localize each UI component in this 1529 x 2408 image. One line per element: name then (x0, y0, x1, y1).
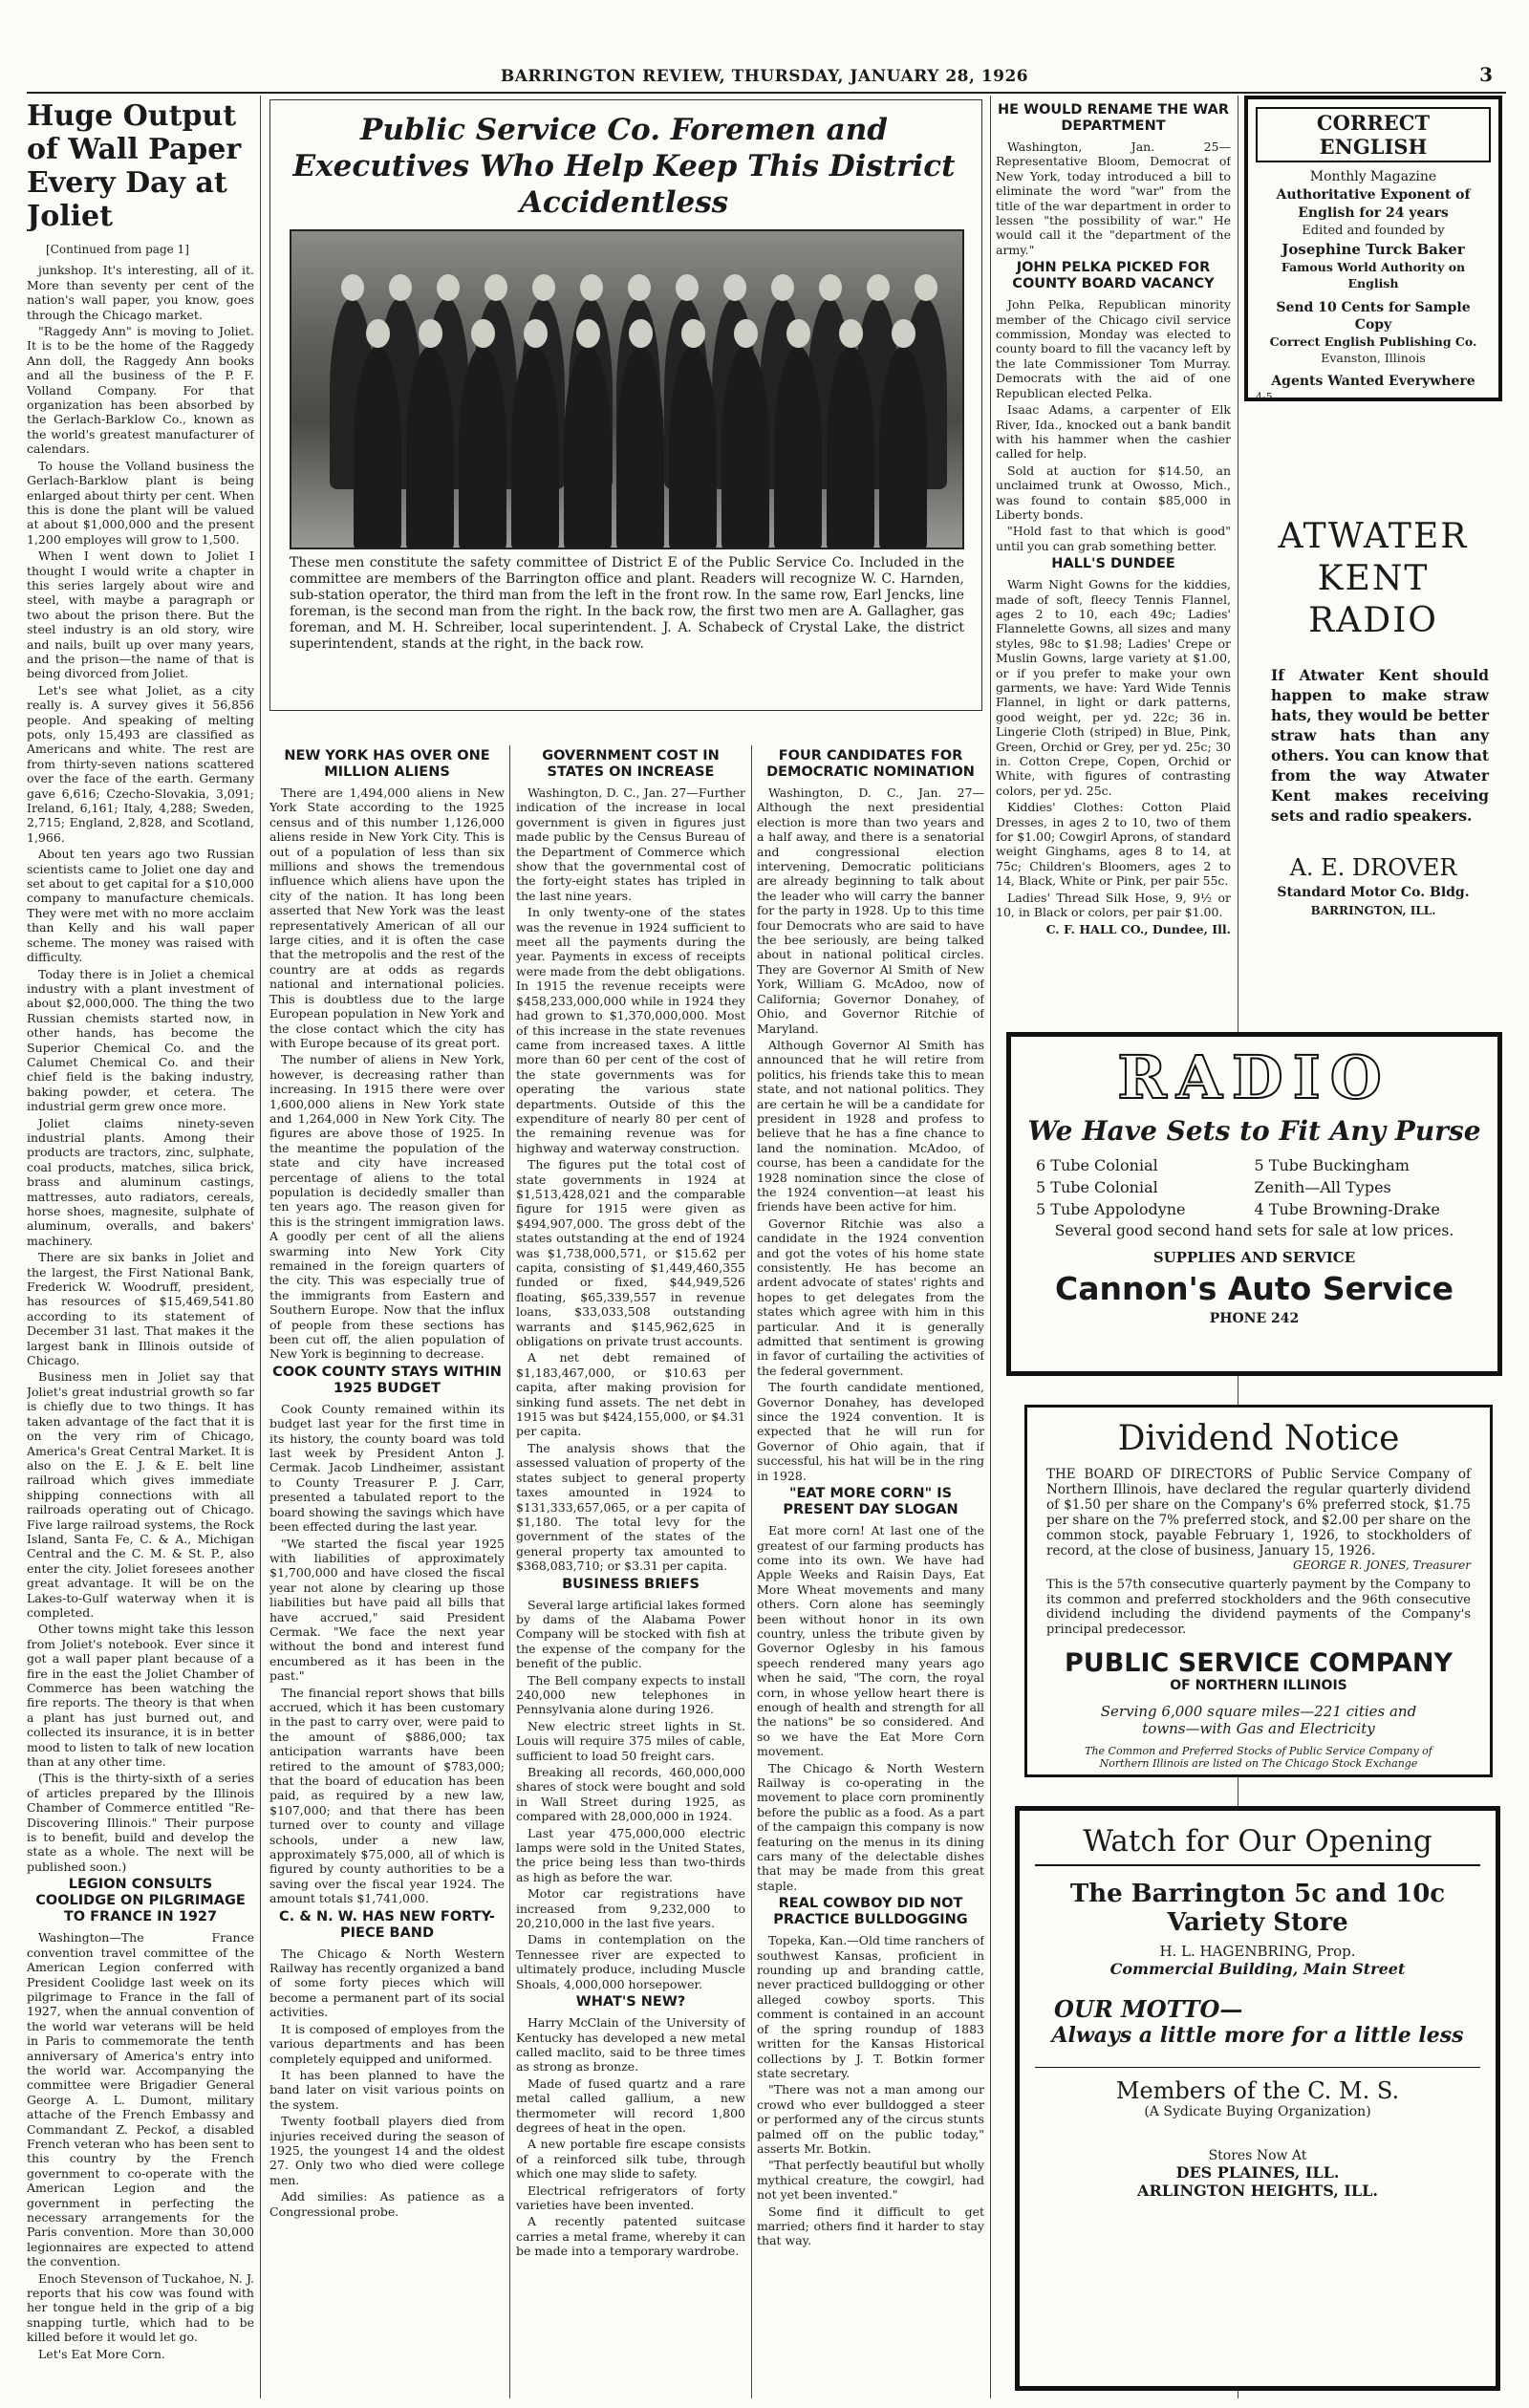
article-whats-new (516, 2015, 745, 2259)
ad-english-line: Famous World Authority on English (1281, 260, 1466, 290)
paragraph: Topeka, Kan.—Old time ranchers of southwest Kansas, proficient in rounding up and branding cattle, never practiced bulldogging or other alleged cowboy sports. This comment is contained in an account of the spring roundup of 1883 written for the Kansas Historical collections by J. T. Botkin former state secretary. (757, 1933, 984, 2080)
paragraph: Electrical refrigerators of forty varieties have been invented. (516, 2182, 745, 2212)
paragraph: Several large artificial lakes formed by dams of the Alabama Power Company will be stocked with fish at the expense of the company for the benefit of the public. (516, 1597, 745, 1671)
paragraph: The Chicago & North Western Railway is co-operating in the movement to place corn prominently before the public as a food. As a part of the campaign this company is now featuring on the menus in its dining cars many of the delectable dishes that may be made from this great staple. (757, 1760, 984, 1893)
store-name-2: Variety Store (1167, 1908, 1348, 1937)
photo-face (437, 274, 460, 301)
paragraph: Washington, D. C., Jan. 27—Although the next presidential election is more than two years and a half away, and there is a senatorial and congressional election intervening, Democratic politicians are already beginning to talk about the leader who will carry the banner for the party in 1928. Up to this time four Democrats who are said to have the bee seriously, are being talked about in national political circles. They are Governor Al Smith of New York, William G. McAdoo, now of California; Governor Donahey, of Ohio, and Governor Ritchie of Maryland. (757, 785, 984, 1036)
ad-english-line: Send 10 Cents for Sample Copy (1276, 300, 1471, 333)
paragraph: The financial report shows that bills accrued, which it has been customary in the past to carry over, were paid to the amount of $886,000; tax anticipation warrants have been retired to the amount of $783,000; that the board of education has been paid, as required by a new law, $107,000; and that there has been turned over to county and village schools, under a new law, approximately $75,000, all of which is figured by county authorities to be a saving over the fiscal year 1924. The amount totals $1,741,000. (269, 1685, 505, 1906)
paragraph: "We started the fiscal year 1925 with liabilities of approximately $1,700,000 and have closed the fiscal year not alone by clearing up those liabilities but have paid all bills that have accrued," said President Cermak. "We face the next year without the bond and interest fund encumbered as it has been in the past." (269, 1536, 505, 1684)
paragraph: Governor Ritchie was also a candidate in the 1924 convention and got the votes of his home state consistently. He has become an ardent advocate of states' rights and hopes to get delegates from the states which agree with him in this particular. And it is generally admitted that sentiment is growing in favor of curtailing the activities of the federal government. (757, 1215, 984, 1378)
photo-figure (879, 346, 927, 549)
photo-face (681, 319, 705, 348)
photo-face (723, 274, 746, 301)
paragraph: New electric street lights in St. Louis will require 375 miles of cable, sufficient to load 50 freight cars. (516, 1718, 745, 1763)
paragraph: Some find it difficult to get married; others find it harder to stay that way. (757, 2204, 984, 2248)
radio-set-item: 4 Tube Browning-Drake (1254, 1200, 1440, 1218)
headline-band: C. & N. W. HAS NEW FORTY-PIECE BAND (279, 1908, 495, 1941)
article-cowboy (757, 1933, 984, 2248)
article-wallpaper (27, 263, 254, 1874)
radio-set-item: 5 Tube Appolodyne (1036, 1200, 1186, 1218)
paragraph: Dams in contemplation on the Tennessee river are expected to ultimately produce, including Muscle Shoals, 4,000,000 horsepower. (516, 1932, 745, 1991)
paragraph: Joliet claims ninety-seven industrial plants. Among their products are tractors, zinc, sulphate, coal products, matches, silica brick, brass and aluminum castings, mattresses, auto radiators, cereals, horse shoes, magnesite, sulphate of aluminum, overalls, and bakers' machinery. (27, 1115, 254, 1248)
paragraph: There are 1,494,000 aliens in New York State according to the 1925 census and of this number 1,126,000 aliens reside in New York City. This is out of a population of less than six millions and shows the tremendous influence which aliens have upon the city of the nation. It has long been asserted that New York was the least representatively American of all our large cities, and it is often the case that the metropolis and the rest of the country are at odds as regards national and international policies. This is doubtless due to the large European population in New York and the close contact which the city has with Europe because of its great port. (269, 785, 505, 1050)
ad-atwater-city: BARRINGTON, ILL. (1310, 904, 1436, 917)
photo-face (915, 274, 937, 301)
paragraph: A new portable fire escape consists of a reinforced silk tube, through which one may slide to safety. (516, 2137, 745, 2182)
dividend-company: PUBLIC SERVICE COMPANY (1064, 1648, 1454, 1678)
photo-face (771, 274, 794, 301)
paragraph: A net debt remained of $1,183,467,000, or $10.63 per capita, after making provision for sinking fund assets. The net debt in 1915 was but $424,155,000, or $4.31 per capita. (516, 1350, 745, 1439)
dividend-signer: GEORGE R. JONES, Treasurer (1293, 1559, 1471, 1572)
ad-english-code: 4-5 (1256, 391, 1273, 403)
ad-english-line: Evanston, Illinois (1321, 351, 1426, 365)
paragraph: Breaking all records, 460,000,000 shares of stock were bought and sold in Wall Street during 1925, as compared with 28,000,000 in 1924. (516, 1765, 745, 1824)
photo-face (389, 274, 412, 301)
headline-cook-county: COOK COUNTY STAYS WITHIN 1925 BUDGET (272, 1364, 502, 1396)
article-band (269, 1946, 505, 2219)
headline-halls-dundee: HALL'S DUNDEE (1051, 556, 1175, 572)
paragraph: (This is the thirty-sixth of a series of articles prepared by the Illinois Chamber of Commerce entitled "Re-Discovering Illinois." Their purpose is to benefit, build and develop the state as a whole. The next will be published soon.) (27, 1771, 254, 1874)
photo-figure (511, 346, 559, 549)
paragraph: The Chicago & North Western Railway has recently organized a band of some forty pieces which will become a permanent part of its social activities. (269, 1946, 505, 2020)
ad-english-line: Monthly Magazine (1309, 169, 1437, 184)
photo-face (839, 319, 863, 348)
ad-dividend-notice (1024, 1405, 1493, 1777)
halls-text-3: Ladies' Thread Silk Hose, 9, 9½ or 10, in Black or colors, per pair $1.00. (996, 890, 1231, 920)
article-war-department: Washington, Jan. 25—Representative Bloom, Democrat of New York, today introduced a bill to eliminate the word "war" from the title of the war department in order to lessen "the possibility of war." He would call it the "department of the army." (996, 140, 1231, 257)
dividend-body-2: This is the 57th consecutive quarterly payment by the Company to its common and preferred stockholders and the 96th consecutive dividend including the dividend payments of the Company's principal predecessor. (1046, 1578, 1471, 1637)
radio-set-item: 5 Tube Buckingham (1254, 1156, 1410, 1174)
article-government-cost (516, 785, 745, 1574)
radio-set-item: 6 Tube Colonial (1036, 1156, 1158, 1174)
article-cook-county (269, 1402, 505, 1906)
photo-face (580, 274, 603, 301)
photo-headline: Public Service Co. Foremen and Executives Who Help Keep This District Accidentless (292, 113, 956, 220)
paragraph: Made of fused quartz and a rare metal called gallium, a new thermometer will record 1,800 degrees of heat in the open. (516, 2075, 745, 2135)
photo-face (341, 274, 364, 301)
paragraph: To house the Volland business the Gerlach-Barklow plant is being enlarged about thirty per cent. When this is done the plant will be valued at about $1,000,000 and the present 1,200 employes will grow to 1,500. (27, 458, 254, 547)
brief-hold-fast: "Hold fast to that which is good" until you can grab something better. (996, 524, 1231, 553)
ad-radio (1006, 1032, 1502, 1376)
ad-radio-title: RADIO (1117, 1043, 1391, 1112)
radio-set-item: Zenith—All Types (1254, 1178, 1391, 1196)
ad-atwater-body: If Atwater Kent should happen to make straw hats, they would be better straw hats than any others. You can know that from the way Atwater Kent makes receiving sets and radio speakers. (1271, 666, 1489, 825)
ad-radio-note: Several good second hand sets for sale at low prices. (1054, 1222, 1454, 1239)
paragraph: "That perfectly beautiful but wholly mythical creature, the cowgirl, had not yet been invented." (757, 2158, 984, 2203)
photo-figure (406, 346, 454, 549)
photo-face (867, 274, 890, 301)
photo-caption: These men constitute the safety committee of District E of the Public Service Co. Included in the committee are members of the Barrington office and plant. Readers will recognize W. C. Harnden, sub-station operator, the third man from the left in the front row. In the same row, Earl Jencks, line foreman, is the second man from the right. In the back row, the first two men are A. Gallagher, gas foreman, and M. H. Schreiber, local superintendent. J. A. Schabeck of Crystal Lake, the district superintendent, stands at the right, in the back row. (290, 555, 964, 652)
article-business-briefs (516, 1598, 745, 1992)
ad-variety-store (1015, 1806, 1500, 2391)
photo-figure (774, 346, 822, 549)
ad-atwater-address: Standard Motor Co. Bldg. (1277, 885, 1470, 900)
paragraph: A recently patented suitcase carries a metal frame, whereby it can be made into a temporary wardrobe. (516, 2214, 745, 2259)
radio-set-item: 5 Tube Colonial (1036, 1178, 1158, 1196)
halls-text-2: Kiddies' Clothes: Cotton Plaid Dresses, in ages 2 to 10, two of them for $1.00; Cowgirl Aprons, of standard weight Ginghams, ages 8 to 14, at 75c; Children's Bloomers, ages 2 to 14, Black, White or Pink, per pair 55c. (996, 800, 1231, 889)
paragraph: Washington, D. C., Jan. 27—Further indication of the increase in local government is given in figures just made public by the Census Bureau of the Department of Commerce which show that the governmental cost of the forty-eight states has tripled in the last nine years. (516, 785, 745, 903)
paragraph: Twenty football players died from injuries received during the season of 1925, the youngest 14 and the oldest 27. Only two who died were college men. (269, 2114, 505, 2187)
ad-atwater-title: ATWATER KENT RADIO (1278, 517, 1469, 640)
ad-english-line: Correct English Publishing Co. (1269, 334, 1477, 349)
paragraph: Add similies: As patience as a Congressional probe. (269, 2189, 505, 2219)
continued-note: [Continued from page 1] (46, 243, 189, 256)
store-motto: OUR MOTTO— (1054, 1995, 1243, 2023)
paragraph: Motor car registrations have increased from 9,232,000 to 20,210,000 in the last five years. (516, 1886, 745, 1931)
paragraph: There are six banks in Joliet and the largest, the First National Bank, Frederick W. Woodruff, president, has resources of $15,469,541.80 according to its statement of December 31 last. That makes it the largest bank in Illinois outside of Chicago. (27, 1250, 254, 1368)
masthead-rule (27, 92, 1506, 94)
paragraph: Today there is in Joliet a chemical industry with a plant investment of about $2,000,000. The thing the two Russian chemists started now, in other hands, has become the Superior Chemical Co. and the Calumet Chemical Co. and their chief field is the baking industry, baking powder, et cetera. The industrial germ grew once more. (27, 966, 254, 1114)
page-number: 3 (1479, 63, 1493, 86)
paragraph: Let's Eat More Corn. (38, 2346, 165, 2361)
store-stores-now: Stores Now At (1208, 2148, 1307, 2163)
ad-english-line: Authoritative Exponent of English for 24 years (1276, 187, 1471, 221)
dividend-footnote: The Common and Preferred Stocks of Public Service Company of Northern Illinois are listed on The Chicago Stock Exchange (1085, 1745, 1432, 1770)
photo-face (532, 274, 555, 301)
headline-war-department: HE WOULD RENAME THE WAR DEPARTMENT (997, 102, 1230, 134)
dividend-title: Dividend Notice (1117, 1419, 1400, 1458)
photo-face (366, 319, 390, 348)
paragraph: Cook County remained within its budget last year for the first time in its history, the county board was told last week by President Anton J. Cermak. Jacob Lindheimer, assistant to County Treasurer P. J. Carr, presented a tabulated report to the board showing the savings which have been effected during the last year. (269, 1401, 505, 1535)
paragraph: Eat more corn! At last one of the greatest of our farming products has come into its own. We have had Apple Weeks and Raisin Days, Eat More Wheat movements and many others. Corn alone has seemingly been without honor in its own country, unless the tribute given by Governor Oglesby in his famous speech rendered many years ago when he said, "The corn, the royal corn, in whose yellow heart there is enough of health and strength for all the nations" be so considered. And so we have the Eat More Corn movement. (757, 1523, 984, 1759)
ad-english-line: Edited and founded by (1302, 224, 1445, 238)
ad-atwater-dealer: A. E. DROVER (1289, 854, 1457, 881)
photo-figure (827, 346, 874, 549)
paragraph: junkshop. It's interesting, all of it. More than seventy per cent of the nation's wall paper, you know, goes through the Chicago market. (27, 263, 254, 322)
column-rule (990, 96, 991, 2398)
ad-radio-phone: PHONE 242 (1209, 1311, 1300, 1326)
paragraph: Enoch Stevenson of Tuckahoe, N. J. reports that his cow was found with her tongue held in the grip of a big snapping turtle, which had to be killed before it would let go. (27, 2270, 254, 2345)
headline-cowboy: REAL COWBOY DID NOT PRACTICE BULLDOGGING (773, 1896, 968, 1928)
article-democratic (757, 785, 984, 1483)
paragraph: "There was not a man among our crowd who ever bulldogged a steer or performed any of the circus stunts palmed off on the public today," asserts Mr. Botkin. (757, 2082, 984, 2156)
column-rule (509, 745, 510, 2398)
paragraph: The figures put the total cost of state governments in 1924 at $1,513,428,021 and the comparable figure for 1915 were given as $494,907,000. The gross debt of the states outstanding at the end of 1924 was $1,738,000,571, or $15.62 per capita, consisting of $1,449,460,355 funded or fixed, $44,949,526 floating, $65,339,557 in revenue loans, $33,033,508 outstanding warrants and $145,962,625 in obligations on private trust accounts. (516, 1157, 745, 1349)
halls-signature: C. F. HALL CO., Dundee, Ill. (1045, 921, 1231, 936)
photo-figure (459, 346, 506, 549)
headline-corn: "EAT MORE CORN" IS PRESENT DAY SLOGAN (783, 1486, 958, 1518)
ad-radio-slogan: We Have Sets to Fit Any Purse (1027, 1115, 1481, 1147)
headline-aliens: NEW YORK HAS OVER ONE MILLION ALIENS (284, 748, 490, 780)
photo-face (734, 319, 758, 348)
photo-figure (721, 346, 769, 549)
article-corn (757, 1523, 984, 1893)
article-legion (27, 1930, 254, 2361)
headline-democratic: FOUR CANDIDATES FOR DEMOCRATIC NOMINATION (766, 748, 975, 780)
photo-face (628, 274, 651, 301)
headline-pelka: JOHN PELKA PICKED FOR COUNTY BOARD VACANCY (1012, 260, 1215, 292)
paragraph: When I went down to Joliet I thought I would write a chapter in this series largely about wire and steel, with maybe a paragraph or two about the prison there. But the steel industry is an old story, wire and nails, built up over many years, and the prison—the name of that is being divorced from Joliet. (27, 548, 254, 681)
brief-auction: Sold at auction for $14.50, an unclaimed trunk at Owosso, Mich., was found to contain $85,000 in Liberty bonds. (996, 462, 1231, 522)
paragraph: It has been planned to have the band later on visit various points on the system. (269, 2067, 505, 2112)
headline-government-cost: GOVERNMENT COST IN STATES ON INCREASE (542, 748, 720, 780)
dividend-serving-2: towns—with Gas and Electricity (1142, 1720, 1375, 1737)
paragraph: Business men in Joliet say that Joliet's great industrial growth so far is chiefly due to two things. It has taken advantage of the fact that it is on the very rim of Chicago, America's Great Central Market. It is also on the E. J. & E. belt line railroad which gives immediate shipping connections with all railroads operating out of Chicago. Five large railroad systems, the Rock Island, Santa Fe, C. & A., Michigan Central and the C. M. & St. P., also enter the city. Joliet foresees another great advantage. It will be on the Lakes-to-Gulf waterway when it is completed. (27, 1369, 254, 1620)
paragraph: The fourth candidate mentioned, Governor Donahey, has developed since the 1924 convention. It is expected that he will run for Governor of Ohio again, that if successful, his hat will be in the ring in 1928. (757, 1380, 984, 1483)
dividend-company-2: OF NORTHERN ILLINOIS (1170, 1678, 1347, 1693)
dividend-serving: Serving 6,000 square miles—221 cities and (1100, 1703, 1417, 1720)
photo-feature (269, 99, 982, 711)
paragraph: Let's see what Joliet, as a city really is. A survey gives it 56,856 people. And speaking of melting pots, only 15,493 are classified as Americans and white. The rest are from thirty-seven nations scattered over the face of the earth. Germany gave 6,616; Czecho-Slovakia, 3,091; Ireland, 6,161; Italy, 4,288; Sweden, 2,715; England, 2,828, and Scotland, 1,966. (27, 682, 254, 845)
paragraph: About ten years ago two Russian scientists came to Joliet one day and set about to get capital for a $10,000 company to manufacture chemicals. They were met with no more acclaim than Kelly and his wall paper scheme. The money was raised with difficulty. (27, 847, 254, 965)
photo-face (471, 319, 495, 348)
halls-text-1: Warm Night Gowns for the kiddies, made of soft, fleecy Tennis Flannel, ages 2 to 10, each 49c; Ladies' Flannelette Gowns, all sizes and many styles, 98c to $1.98; Ladies' Crepe or Muslin Gowns, large variety at $1.00, or if you prefer to make your own garments, we have: Yard Wide Tennis Flannel, in light or dark patterns, good weight, per yd. 22c; 36 in. Lingerie Cloth (striped) in Blue, Pink, Green, Orchid or Grey, per yd. 25c; 30 in. Cotton Crepe, Copen, Orchid or White, with figures of contrasting colors, per yd. 25c. (996, 577, 1231, 798)
ad-english-line: Josephine Turck Baker (1281, 241, 1465, 258)
brief-adams: Isaac Adams, a carpenter of Elk River, Ida., knocked out a bank bandit with his hammer when the cashier called for help. (996, 402, 1231, 462)
store-location: DES PLAINES, ILL. (1175, 2163, 1340, 2182)
column-rule (260, 96, 261, 2398)
paragraph: Last year 475,000,000 electric lamps were sold in the United States, the price being less than two-thirds as high as before the war. (516, 1825, 745, 1884)
photo-face (419, 319, 442, 348)
article-aliens (269, 785, 505, 1362)
store-building: Commercial Building, Main Street (1109, 1960, 1406, 1978)
store-motto-text: Always a little more for a little less (1051, 2023, 1464, 2048)
photo-figure (616, 346, 664, 549)
paragraph: The Bell company expects to install 240,000 new telephones in Pennsylvania alone during 1926. (516, 1672, 745, 1717)
column-2 (269, 745, 505, 2398)
photo-face (576, 319, 600, 348)
photo-figure (564, 346, 612, 549)
ad-english-line: Agents Wanted Everywhere (1271, 374, 1475, 389)
ad-radio-sets (1026, 1154, 1482, 1220)
store-proprietor: H. L. HAGENBRING, Prop. (1159, 1943, 1356, 1960)
photo-face (892, 319, 915, 348)
paragraph: Harry McClain of the University of Kentucky has developed a new metal called maclito, said to be three times as strong as bronze. (516, 2015, 745, 2075)
photo-face (524, 319, 548, 348)
photo-face (485, 274, 507, 301)
paragraph: The number of aliens in New York, however, is decreasing rather than increasing. In 1915 there were over 1,600,000 aliens in New York state and 1,264,000 in New York City. The figures are above those of 1925. In the meantime the population of the state and city have increased percentage of aliens to the total population is decidedly smaller than ten years ago. The reason given for this is the stringent immigration laws. A goodly per cent of all the aliens swarming into New York City remained in the foreign quarters of the city. This was especially true of the immigrants from Eastern and Southern Europe. Now that the influx of people from these sections has been cut off, the alien population of New York is beginning to decrease. (269, 1052, 505, 1362)
store-members: Members of the C. M. S. (1035, 2067, 1480, 2104)
paragraph: The analysis shows that the assessed valuation of property of the states subject to general property taxes amounted in 1924 to $131,333,657,065, or a per capita of $1,180. The total levy for the government of the states of the general property tax amounted to $368,083,710; or $3.31 per capita. (516, 1440, 745, 1574)
headline-whats-new: WHAT'S NEW? (575, 1994, 686, 2010)
ad-correct-english (1244, 96, 1502, 401)
article-pelka: John Pelka, Republican minority member of the Chicago civil service commission, Monday was elected to county board to fill the vacancy left by the late Commissioner Tom Murray. Democrats with the aid of one Republican elected Pelka. (996, 297, 1231, 400)
ad-radio-business: Cannon's Auto Service (1054, 1270, 1454, 1307)
headline-business-briefs: BUSINESS BRIEFS (562, 1576, 700, 1592)
photo-figure (354, 346, 401, 549)
store-location-2: ARLINGTON HEIGHTS, ILL. (1137, 2182, 1378, 2200)
photo-face (629, 319, 653, 348)
ad-english-title: CORRECT ENGLISH (1256, 107, 1491, 162)
paragraph: "Raggedy Ann" is moving to Joliet. It is to be the home of the Raggedy Ann doll, the Raggedy Ann books and all the business of the P. F. Volland Company. For that organization has been absorbed by the Gerlach-Barklow Co., known as the world's greatest manufacturer of calendars. (27, 324, 254, 457)
ad-atwater-kent (1244, 497, 1502, 1022)
store-headline: Watch for Our Opening (1035, 1824, 1480, 1866)
store-name: The Barrington 5c and 10c (1069, 1880, 1446, 1908)
headline-legion: LEGION CONSULTS COOLIDGE ON PILGRIMAGE TO FRANCE IN 1927 (35, 1877, 246, 1925)
column-3 (516, 745, 745, 2398)
paragraph: In only twenty-one of the states was the revenue in 1924 sufficient to meet all the payments during the year. Payments in excess of receipts were made from the debt obligations. In 1915 the revenue receipts were $458,233,000,000 while in 1924 they had grown to $1,370,000,000. Most of this increase in the state revenues came from increased taxes. A little more than 60 per cent of the cost of the state governments was for operating the various state departments. Outside of this the expenditure of nearly 80 per cent of the remaining revenue was for highway and waterway construction. (516, 905, 745, 1155)
photo-face (786, 319, 810, 348)
paragraph: Although Governor Al Smith has announced that he will retire from politics, his friends take this to mean state, and not national politics. They are certain he will be a candidate for president in 1928 and profess to believe that he has a fine chance to land the nomination. McAdoo, of course, has been a candidate for the 1928 nomination since the close of the 1924 convention—at least his friends have been active for him. (757, 1037, 984, 1215)
column-1 (27, 99, 254, 2402)
column-4 (757, 745, 984, 2398)
paragraph: It is composed of employes from the various departments and has been completely equipped and uniformed. (269, 2021, 505, 2066)
photo-figure (669, 346, 717, 549)
store-members-2: (A Sydicate Buying Organization) (1144, 2104, 1371, 2119)
paragraph: Other towns might take this lesson from Joliet's notebook. Ever since it got a wall paper plant because of a fire in the east the Joliet Chamber of Commerce has been watching the fire reports. The theory is that when a plant has just burned out, and collected its insurance, it is in better mood to listen to talk of new location than at any other time. (27, 1622, 254, 1770)
safety-committee-photo (290, 229, 964, 549)
masthead: BARRINGTON REVIEW, THURSDAY, JANUARY 28, 1926 (500, 67, 1029, 86)
photo-face (676, 274, 699, 301)
headline-wallpaper: Huge Output of Wall Paper Every Day at Joliet (27, 99, 242, 233)
photo-face (819, 274, 842, 301)
ad-radio-sub: SUPPLIES AND SERVICE (1152, 1249, 1356, 1266)
dividend-body: THE BOARD OF DIRECTORS of Public Service Company of Northern Illinois, have declared the regular quarterly dividend of $1.50 per share on the Company's 6% preferred stock, $1.75 per share on the 7% preferred stock, and $2.00 per share on the common stock, payable February 1, 1926, to stockholders of record, at the close of business, January 15, 1926. (1046, 1467, 1471, 1559)
column-rule (751, 745, 752, 2398)
paragraph: Washington—The France convention travel committee of the American Legion conferred with President Coolidge last week on its pilgrimage to France in the fall of 1927, when the annual convention of the world war veterans will be held in Paris to commemorate the tenth anniversary of America's entry into the world war. Accompanying the committee were Brigadier General George A. L. Dumont, military attache of the French Embassy and Commandant Z. Peckof, a disabled French veteran who has been sent to this country by the French government to co-operate with the American Legion and the government in perfecting the necessary arrangements for the Paris convention. More than 30,000 legionnaires are expected to attend the convention. (27, 1930, 254, 2269)
